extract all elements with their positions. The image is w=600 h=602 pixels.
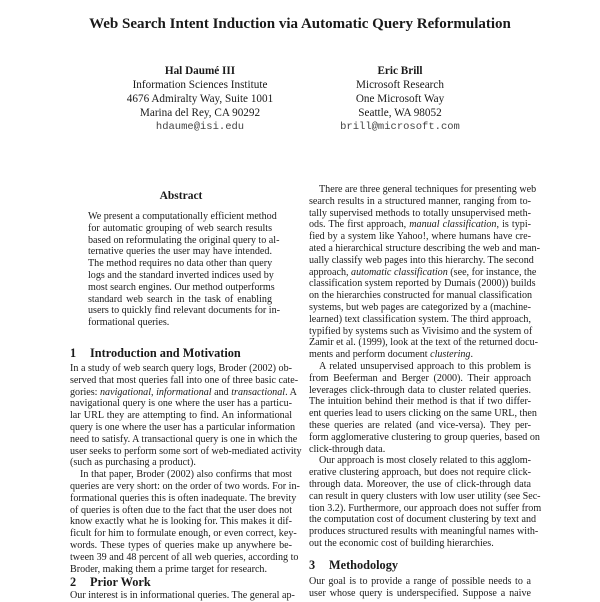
text-segment: In that paper, Broder (2002) also confirms that most — [80, 469, 292, 481]
section-title: Prior Work — [90, 575, 151, 589]
italic-term: informational — [156, 386, 212, 398]
text-segment: navigational query is one where the user has a particu- — [70, 398, 292, 410]
text-line — [309, 514, 537, 526]
text-segment: tally supervised methods to totally unsupervised meth- — [309, 207, 531, 219]
abstract-heading: Abstract — [159, 190, 203, 202]
text-line — [70, 363, 292, 375]
introduction-body — [70, 363, 302, 575]
text-segment: through data. Moreover, the use of click-through data — [309, 478, 531, 490]
section-number: 2 — [70, 575, 77, 589]
prior-work-body — [70, 590, 295, 602]
text-line — [309, 219, 531, 231]
methodology-body — [309, 576, 531, 600]
text-line — [70, 410, 292, 422]
text-line — [70, 564, 292, 576]
section-heading-1 — [70, 346, 241, 361]
text-segment: most search engines. Our method outperforms — [88, 281, 275, 293]
text-line — [309, 479, 531, 491]
text-segment: users to quickly find relevant documents for in- — [88, 305, 281, 317]
paper-title: Web Search Intent Induction via Automatic Query Reformulation — [89, 16, 511, 32]
italic-term: clustering — [430, 349, 471, 361]
author-affiliation: Microsoft Research — [356, 79, 444, 91]
section-number: 3 — [309, 558, 316, 572]
text-line — [88, 211, 277, 223]
text-segment: user seeks to perform some sort of web-mediated activity — [70, 445, 302, 457]
text-segment: gories: — [70, 386, 100, 398]
text-segment: for automatic grouping of web search results — [88, 222, 272, 234]
text-line — [70, 590, 295, 602]
author-address: 4676 Admiralty Way, Suite 1001 — [126, 93, 274, 105]
text-segment: click-through data. — [309, 443, 386, 455]
text-segment: standard web search in the task of enabling — [88, 293, 272, 305]
text-line — [309, 184, 537, 196]
text-line — [70, 398, 292, 410]
author-affiliation: Information Sciences Institute — [132, 79, 268, 91]
text-line — [309, 444, 531, 456]
text-line — [70, 492, 297, 505]
text-line — [70, 433, 298, 446]
italic-term: navigational — [100, 386, 152, 398]
section-heading-2 — [70, 575, 151, 590]
author-email: hdaume@isi.edu — [155, 121, 245, 133]
author-name: Hal Daumé III — [164, 65, 236, 77]
text-line — [309, 455, 531, 467]
author-address: One Microsoft Way — [355, 93, 445, 105]
text-segment: formational queries this is often inadequate. The brevity — [70, 492, 297, 504]
text-line — [88, 305, 281, 317]
text-line — [309, 420, 531, 432]
text-segment: leverages click-through data to cluster related queries. — [309, 384, 531, 396]
text-line — [70, 469, 292, 481]
text-segment: Broder, making them a prime target for research. — [70, 563, 268, 575]
text-segment: tion 3.2). Furthermore, our approach does not suffer from — [309, 502, 542, 514]
text-line — [88, 317, 272, 329]
text-segment: on the hierarchies constructed for manual classification — [309, 290, 533, 302]
text-line — [70, 480, 300, 493]
text-segment: search results in a structured manner, ranging from to- — [309, 195, 531, 207]
text-line — [309, 490, 541, 503]
text-line — [88, 223, 272, 235]
text-segment: (such as purchasing a product). — [70, 457, 196, 469]
text-segment: of queries is often due to the fact that the user does not — [70, 504, 292, 516]
section-title: Methodology — [329, 558, 398, 572]
text-segment: words. These types of queries make up anywhere be- — [70, 539, 292, 551]
text-line — [309, 314, 531, 326]
section-number: 1 — [70, 346, 77, 360]
text-segment: , is typi- — [496, 219, 531, 231]
text-line — [309, 576, 531, 588]
text-line — [309, 349, 531, 361]
text-line — [70, 516, 292, 528]
author-address: Marina del Rey, CA 90292 — [139, 107, 261, 119]
text-line — [88, 294, 272, 306]
italic-term: transactional — [231, 386, 286, 398]
abstract-body — [88, 211, 281, 329]
text-line — [70, 374, 299, 387]
text-segment: these queries are related (and vice-versa). They per- — [309, 419, 531, 431]
text-line — [309, 502, 542, 515]
italic-term: manual classification — [409, 219, 497, 231]
text-line — [70, 457, 292, 469]
right-column-body — [309, 184, 542, 550]
text-segment: . — [470, 349, 473, 361]
text-segment: ent queries lead to users clicking on the same URL, then — [309, 408, 537, 420]
text-line — [88, 234, 280, 247]
text-segment: There are three general techniques for presenting web — [319, 184, 537, 195]
text-segment: systems, but web pages are categorized by a (machine- — [309, 301, 531, 313]
text-line — [309, 242, 540, 255]
text-segment: typified by systems such as Vivisimo and the system of — [309, 325, 533, 337]
text-line — [309, 266, 537, 279]
text-segment: ually classify web pages into this hierarchy. The second — [309, 254, 534, 266]
text-segment: In a study of web search query logs, Broder (2002) ob- — [70, 363, 292, 374]
text-segment: learned) text classification system. The third approach, — [309, 313, 531, 325]
text-line — [70, 421, 296, 434]
text-line — [309, 467, 531, 479]
text-segment: , — [151, 386, 157, 398]
text-line — [309, 385, 531, 397]
text-segment: We present a computationally efficient method — [88, 211, 277, 222]
text-segment: (see, for instance, the — [447, 266, 537, 278]
author-block-2 — [290, 64, 510, 134]
text-segment: out the economic cost of building hierarchies. — [309, 537, 494, 549]
text-segment: ments and perform document — [309, 349, 431, 361]
text-line — [309, 208, 531, 220]
text-segment: the computation cost of document clustering by text and — [309, 514, 537, 526]
text-segment: formational queries. — [88, 317, 170, 329]
text-segment: need to satisfy. A transactional query is one in which the — [70, 433, 298, 445]
text-line — [309, 254, 534, 267]
text-line — [88, 246, 272, 258]
text-segment: ated a hierarchical structure describing the web and man- — [309, 242, 540, 254]
text-line — [70, 386, 297, 399]
text-segment: tween 39 and 48 percent of all web queries, according to — [70, 551, 299, 563]
section-heading-3 — [309, 558, 398, 573]
text-line — [309, 588, 531, 600]
text-segment: from Beeferman and Berger (2000). Their approach — [309, 372, 531, 384]
author-email: brill@microsoft.com — [340, 121, 460, 133]
text-segment: A related unsupervised approach to this problem is — [319, 360, 531, 372]
text-segment: The intuition behind their method is that if two differ- — [309, 396, 531, 408]
text-segment: queries are very short: on the order of two words. For in- — [70, 480, 300, 492]
text-line — [309, 231, 531, 243]
text-segment: Zamir et al. (1999), look at the text of the returned docu- — [309, 337, 538, 349]
text-line — [309, 408, 537, 420]
text-line — [70, 445, 302, 458]
text-segment: served that most queries fall into one of three basic cate- — [70, 374, 299, 386]
text-segment: fied by a system like Yahoo!, where humans have cre- — [309, 231, 531, 243]
text-line — [88, 258, 272, 270]
text-line — [309, 290, 531, 302]
text-line — [309, 526, 539, 538]
text-segment: Our approach is most closely related to this agglom- — [319, 455, 531, 467]
text-segment: lar URL they are attempting to find. An informational — [70, 410, 292, 422]
text-segment: The method requires no data other than query — [88, 258, 273, 270]
text-segment: can result in query clusters with low user utility (see Sec- — [309, 490, 541, 502]
text-line — [70, 551, 299, 564]
text-line — [309, 538, 531, 550]
text-line — [309, 373, 531, 385]
text-segment: logs and the standard inverted indices used by — [88, 269, 274, 281]
text-line — [70, 505, 292, 517]
text-segment: ternative queries the user may have intended. — [88, 246, 272, 258]
text-segment: know exactly what he is looking for. This makes it dif- — [70, 516, 292, 528]
text-line — [309, 326, 531, 338]
text-line — [309, 302, 531, 314]
text-line — [70, 540, 292, 552]
text-segment: user whose query is underspecified. Suppose a naive — [309, 587, 531, 599]
author-name: Eric Brill — [377, 65, 423, 77]
text-line — [309, 196, 531, 208]
text-segment: erative clustering approach, but does not require click- — [309, 467, 531, 479]
text-line — [309, 337, 538, 349]
text-segment: query is one where the user has a particular information — [70, 421, 296, 433]
text-line — [309, 361, 531, 373]
author-address: Seattle, WA 98052 — [358, 107, 442, 119]
text-line — [309, 431, 540, 444]
text-segment: based on reformulating the original query to al- — [88, 234, 280, 246]
text-line — [70, 528, 297, 540]
text-segment: Our interest is in informational queries. The general ap- — [70, 590, 295, 601]
text-segment: ods. The first approach, — [309, 219, 410, 231]
text-segment: Our goal is to provide a range of possible needs to a — [309, 576, 531, 587]
text-line — [309, 278, 536, 290]
text-segment: approach, — [309, 266, 352, 278]
italic-term: automatic classification — [351, 266, 448, 278]
text-segment: and — [211, 386, 232, 398]
text-line — [88, 281, 275, 294]
text-segment: form agglomerative clustering to group queries, based on — [309, 431, 540, 443]
text-segment: produces structured results with meaningful names with- — [309, 526, 539, 538]
text-line — [309, 396, 531, 408]
text-segment: ficult for him to formulate enough, or even correct, key- — [70, 528, 297, 540]
text-line — [88, 270, 272, 282]
text-segment: classification system reported by Dumais (2000)) builds — [309, 278, 536, 290]
text-segment: . A — [285, 386, 297, 398]
section-title: Introduction and Motivation — [90, 346, 241, 360]
author-block-1 — [90, 64, 310, 134]
